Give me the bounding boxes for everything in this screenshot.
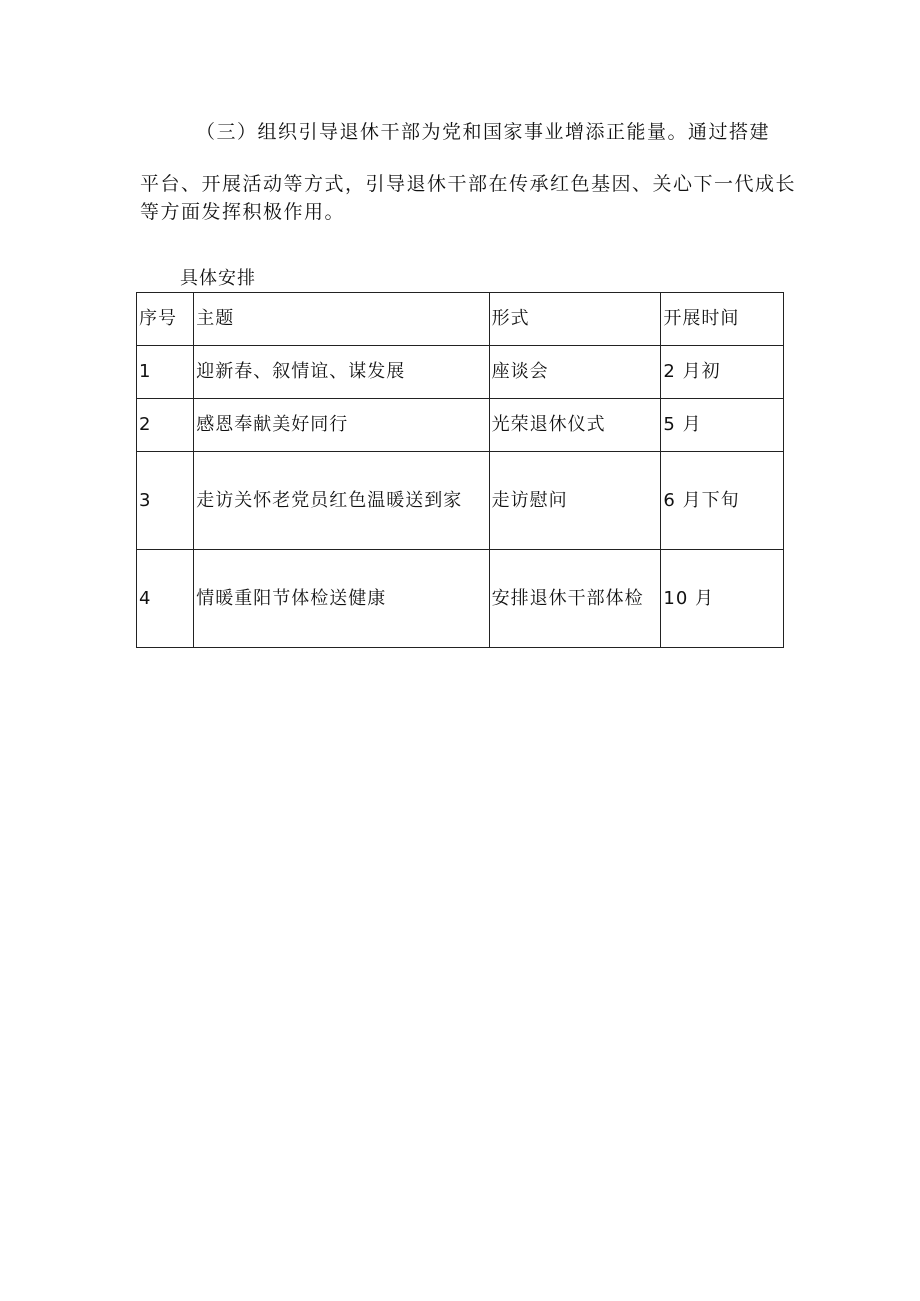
paragraph-line-2: 平台、开展活动等方式，引导退休干部在传承红色基因、关心下一代成长 [140, 173, 797, 195]
cell-number: 1 [137, 346, 194, 399]
table-row [137, 452, 784, 550]
cell-form: 安排退休干部体检 [489, 550, 661, 648]
paragraph-line-1: （三）组织引导退休干部为党和国家事业增添正能量。通过搭建 [196, 121, 771, 143]
header-cell-topic: 主题 [194, 293, 489, 346]
cell-number: 2 [137, 399, 194, 452]
cell-time: 2 月初 [661, 346, 784, 399]
cell-topic: 情暖重阳节体检送健康 [194, 550, 489, 648]
schedule-table [136, 292, 784, 648]
cell-topic: 迎新春、叙情谊、谋发展 [194, 346, 489, 399]
cell-time: 5 月 [661, 399, 784, 452]
table-caption: 具体安排 [180, 268, 256, 289]
cell-number: 4 [137, 550, 194, 648]
cell-form: 光荣退休仪式 [489, 399, 661, 452]
table-header-row [137, 293, 784, 346]
table-row [137, 550, 784, 648]
paragraph-line-3: 等方面发挥积极作用。 [140, 201, 346, 223]
cell-form: 座谈会 [489, 346, 661, 399]
cell-number: 3 [137, 452, 194, 550]
cell-form: 走访慰问 [489, 452, 661, 550]
cell-topic: 感恩奉献美好同行 [194, 399, 489, 452]
table-row [137, 399, 784, 452]
header-cell-form: 形式 [489, 293, 661, 346]
header-cell-time: 开展时间 [661, 293, 784, 346]
cell-topic: 走访关怀老党员红色温暖送到家 [194, 452, 489, 550]
table-row [137, 346, 784, 399]
cell-time: 6 月下旬 [661, 452, 784, 550]
header-cell-number: 序号 [137, 293, 194, 346]
cell-time: 10 月 [661, 550, 784, 648]
